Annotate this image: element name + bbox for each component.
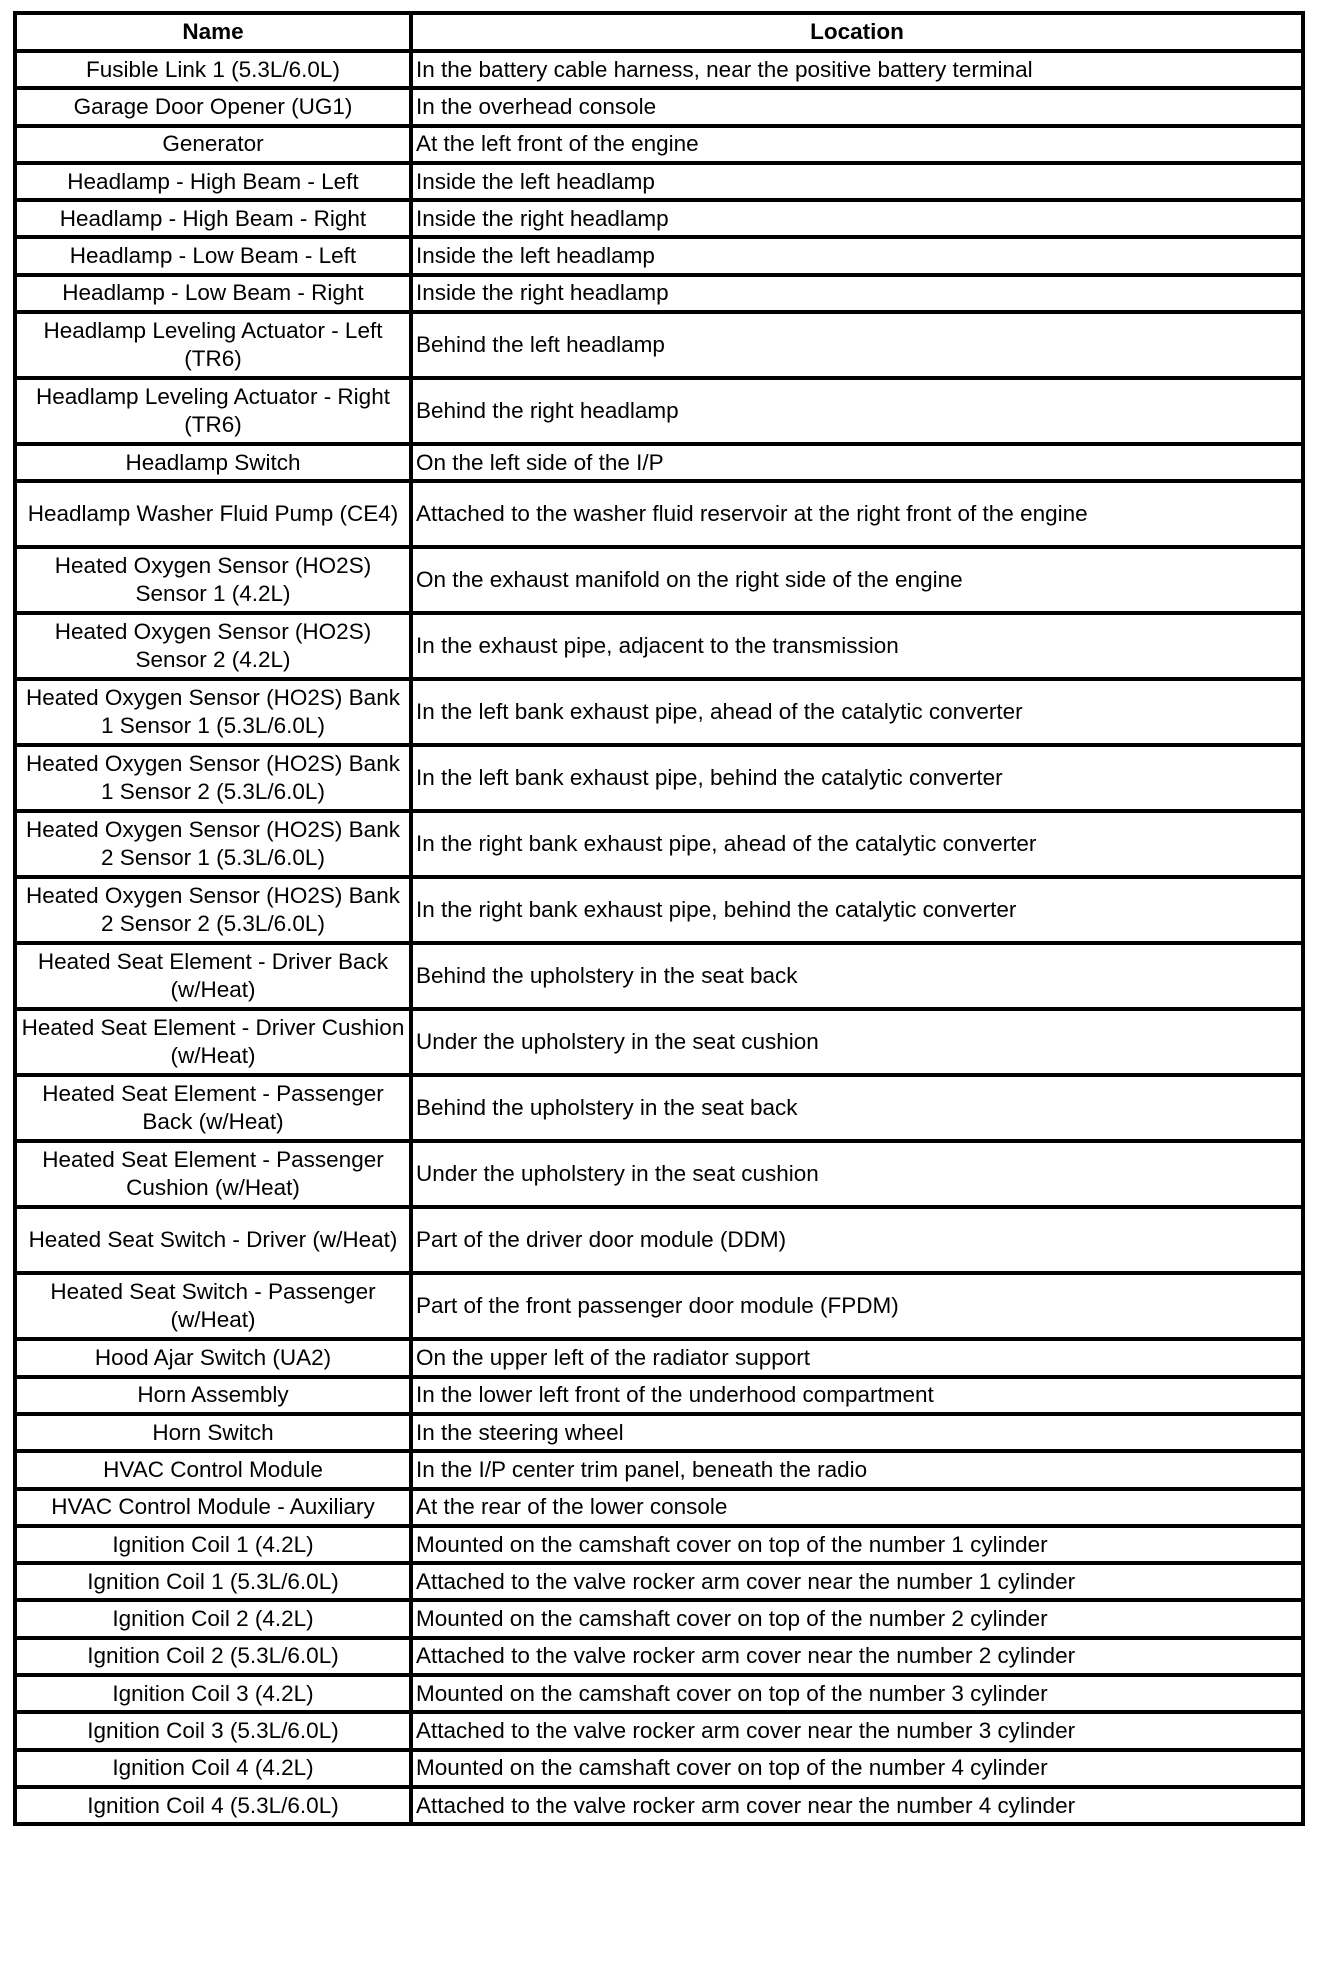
component-location-cell: In the overhead console [411, 88, 1303, 125]
component-location-cell: On the left side of the I/P [411, 444, 1303, 481]
component-location-cell: Behind the left headlamp [411, 312, 1303, 378]
component-name-cell: Heated Oxygen Sensor (HO2S) Sensor 2 (4.2L) [15, 613, 411, 679]
component-location-cell: In the left bank exhaust pipe, behind the catalytic converter [411, 745, 1303, 811]
component-name-cell: Garage Door Opener (UG1) [15, 88, 411, 125]
component-name-cell: Heated Oxygen Sensor (HO2S) Sensor 1 (4.2L) [15, 547, 411, 613]
component-name-cell: Hood Ajar Switch (UA2) [15, 1339, 411, 1376]
table-row [15, 1787, 1303, 1824]
table-row [15, 1273, 1303, 1339]
column-header-name: Name [15, 13, 411, 51]
component-name-cell: Headlamp Leveling Actuator - Left (TR6) [15, 312, 411, 378]
component-location-cell: Under the upholstery in the seat cushion [411, 1009, 1303, 1075]
table-row [15, 200, 1303, 237]
component-location-cell: At the rear of the lower console [411, 1489, 1303, 1526]
component-location-cell: Behind the upholstery in the seat back [411, 943, 1303, 1009]
component-name-cell: Ignition Coil 1 (5.3L/6.0L) [15, 1563, 411, 1600]
component-name-cell: Ignition Coil 4 (5.3L/6.0L) [15, 1787, 411, 1824]
component-location-cell: In the right bank exhaust pipe, ahead of the catalytic converter [411, 811, 1303, 877]
table-row [15, 1526, 1303, 1563]
component-name-cell: Heated Oxygen Sensor (HO2S) Bank 2 Sensor 2 (5.3L/6.0L) [15, 877, 411, 943]
component-name-cell: Heated Oxygen Sensor (HO2S) Bank 1 Sensor 2 (5.3L/6.0L) [15, 745, 411, 811]
component-location-cell: In the right bank exhaust pipe, behind the catalytic converter [411, 877, 1303, 943]
component-location-cell: Mounted on the camshaft cover on top of the number 1 cylinder [411, 1526, 1303, 1563]
table-row [15, 275, 1303, 312]
component-name-cell: Horn Switch [15, 1414, 411, 1451]
component-location-cell: Part of the driver door module (DDM) [411, 1207, 1303, 1273]
component-name-cell: Headlamp - Low Beam - Left [15, 237, 411, 274]
component-location-cell: Attached to the valve rocker arm cover near the number 4 cylinder [411, 1787, 1303, 1824]
table-row [15, 745, 1303, 811]
component-location-cell: Mounted on the camshaft cover on top of the number 4 cylinder [411, 1750, 1303, 1787]
table-row [15, 126, 1303, 163]
table-row [15, 1563, 1303, 1600]
table-row [15, 51, 1303, 88]
component-name-cell: Headlamp Washer Fluid Pump (CE4) [15, 481, 411, 547]
header-row [15, 13, 1303, 51]
component-location-cell: Attached to the valve rocker arm cover near the number 3 cylinder [411, 1712, 1303, 1749]
component-name-cell: Heated Seat Element - Driver Cushion (w/Heat) [15, 1009, 411, 1075]
table-row [15, 877, 1303, 943]
component-location-cell: Behind the right headlamp [411, 378, 1303, 444]
component-location-cell: Part of the front passenger door module (FPDM) [411, 1273, 1303, 1339]
table-row [15, 444, 1303, 481]
component-location-cell: Inside the right headlamp [411, 200, 1303, 237]
table-row [15, 613, 1303, 679]
component-name-cell: Heated Oxygen Sensor (HO2S) Bank 2 Sensor 1 (5.3L/6.0L) [15, 811, 411, 877]
table-row [15, 88, 1303, 125]
column-header-location: Location [411, 13, 1303, 51]
table-row [15, 1414, 1303, 1451]
table-row [15, 811, 1303, 877]
table-row [15, 163, 1303, 200]
component-location-cell: Attached to the washer fluid reservoir at the right front of the engine [411, 481, 1303, 547]
component-location-cell: In the exhaust pipe, adjacent to the transmission [411, 613, 1303, 679]
component-name-cell: Headlamp Switch [15, 444, 411, 481]
component-name-cell: HVAC Control Module - Auxiliary [15, 1489, 411, 1526]
component-location-cell: Under the upholstery in the seat cushion [411, 1141, 1303, 1207]
table-row [15, 1489, 1303, 1526]
component-location-cell: In the lower left front of the underhood compartment [411, 1377, 1303, 1414]
component-name-cell: HVAC Control Module [15, 1451, 411, 1488]
component-name-cell: Headlamp - High Beam - Right [15, 200, 411, 237]
component-name-cell: Fusible Link 1 (5.3L/6.0L) [15, 51, 411, 88]
table-row [15, 1009, 1303, 1075]
table-row [15, 1600, 1303, 1637]
component-location-cell: In the I/P center trim panel, beneath the radio [411, 1451, 1303, 1488]
component-location-cell: Inside the left headlamp [411, 237, 1303, 274]
table-row [15, 378, 1303, 444]
table-body [15, 51, 1303, 1824]
table-row [15, 1638, 1303, 1675]
component-name-cell: Headlamp - Low Beam - Right [15, 275, 411, 312]
table-row [15, 312, 1303, 378]
component-location-cell: Attached to the valve rocker arm cover near the number 2 cylinder [411, 1638, 1303, 1675]
component-name-cell: Generator [15, 126, 411, 163]
component-name-cell: Heated Oxygen Sensor (HO2S) Bank 1 Sensor 1 (5.3L/6.0L) [15, 679, 411, 745]
component-location-cell: At the left front of the engine [411, 126, 1303, 163]
table-row [15, 1750, 1303, 1787]
component-name-cell: Headlamp - High Beam - Left [15, 163, 411, 200]
component-location-cell: In the left bank exhaust pipe, ahead of the catalytic converter [411, 679, 1303, 745]
component-location-cell: Inside the left headlamp [411, 163, 1303, 200]
component-name-cell: Ignition Coil 2 (5.3L/6.0L) [15, 1638, 411, 1675]
component-name-cell: Heated Seat Element - Passenger Cushion (w/Heat) [15, 1141, 411, 1207]
component-name-cell: Ignition Coil 3 (4.2L) [15, 1675, 411, 1712]
component-location-cell: Behind the upholstery in the seat back [411, 1075, 1303, 1141]
table-row [15, 481, 1303, 547]
component-name-cell: Headlamp Leveling Actuator - Right (TR6) [15, 378, 411, 444]
component-name-cell: Ignition Coil 1 (4.2L) [15, 1526, 411, 1563]
component-name-cell: Ignition Coil 4 (4.2L) [15, 1750, 411, 1787]
component-location-cell: On the upper left of the radiator support [411, 1339, 1303, 1376]
table-row [15, 1339, 1303, 1376]
component-name-cell: Ignition Coil 3 (5.3L/6.0L) [15, 1712, 411, 1749]
component-name-cell: Heated Seat Element - Passenger Back (w/Heat) [15, 1075, 411, 1141]
component-location-cell: On the exhaust manifold on the right side of the engine [411, 547, 1303, 613]
table-row [15, 1377, 1303, 1414]
component-name-cell: Horn Assembly [15, 1377, 411, 1414]
component-location-cell: In the steering wheel [411, 1414, 1303, 1451]
table-row [15, 1207, 1303, 1273]
table-row [15, 1451, 1303, 1488]
component-name-cell: Heated Seat Switch - Passenger (w/Heat) [15, 1273, 411, 1339]
table-row [15, 547, 1303, 613]
table-row [15, 1675, 1303, 1712]
component-name-cell: Ignition Coil 2 (4.2L) [15, 1600, 411, 1637]
table-row [15, 1141, 1303, 1207]
table-header [15, 13, 1303, 51]
component-location-cell: Mounted on the camshaft cover on top of the number 3 cylinder [411, 1675, 1303, 1712]
component-name-cell: Heated Seat Element - Driver Back (w/Heat) [15, 943, 411, 1009]
component-location-cell: Inside the right headlamp [411, 275, 1303, 312]
component-name-cell: Heated Seat Switch - Driver (w/Heat) [15, 1207, 411, 1273]
table-row [15, 237, 1303, 274]
component-location-cell: Attached to the valve rocker arm cover near the number 1 cylinder [411, 1563, 1303, 1600]
component-location-cell: Mounted on the camshaft cover on top of the number 2 cylinder [411, 1600, 1303, 1637]
table-row [15, 679, 1303, 745]
table-row [15, 943, 1303, 1009]
component-location-cell: In the battery cable harness, near the positive battery terminal [411, 51, 1303, 88]
table-row [15, 1712, 1303, 1749]
table-row [15, 1075, 1303, 1141]
component-location-table [13, 11, 1305, 1826]
